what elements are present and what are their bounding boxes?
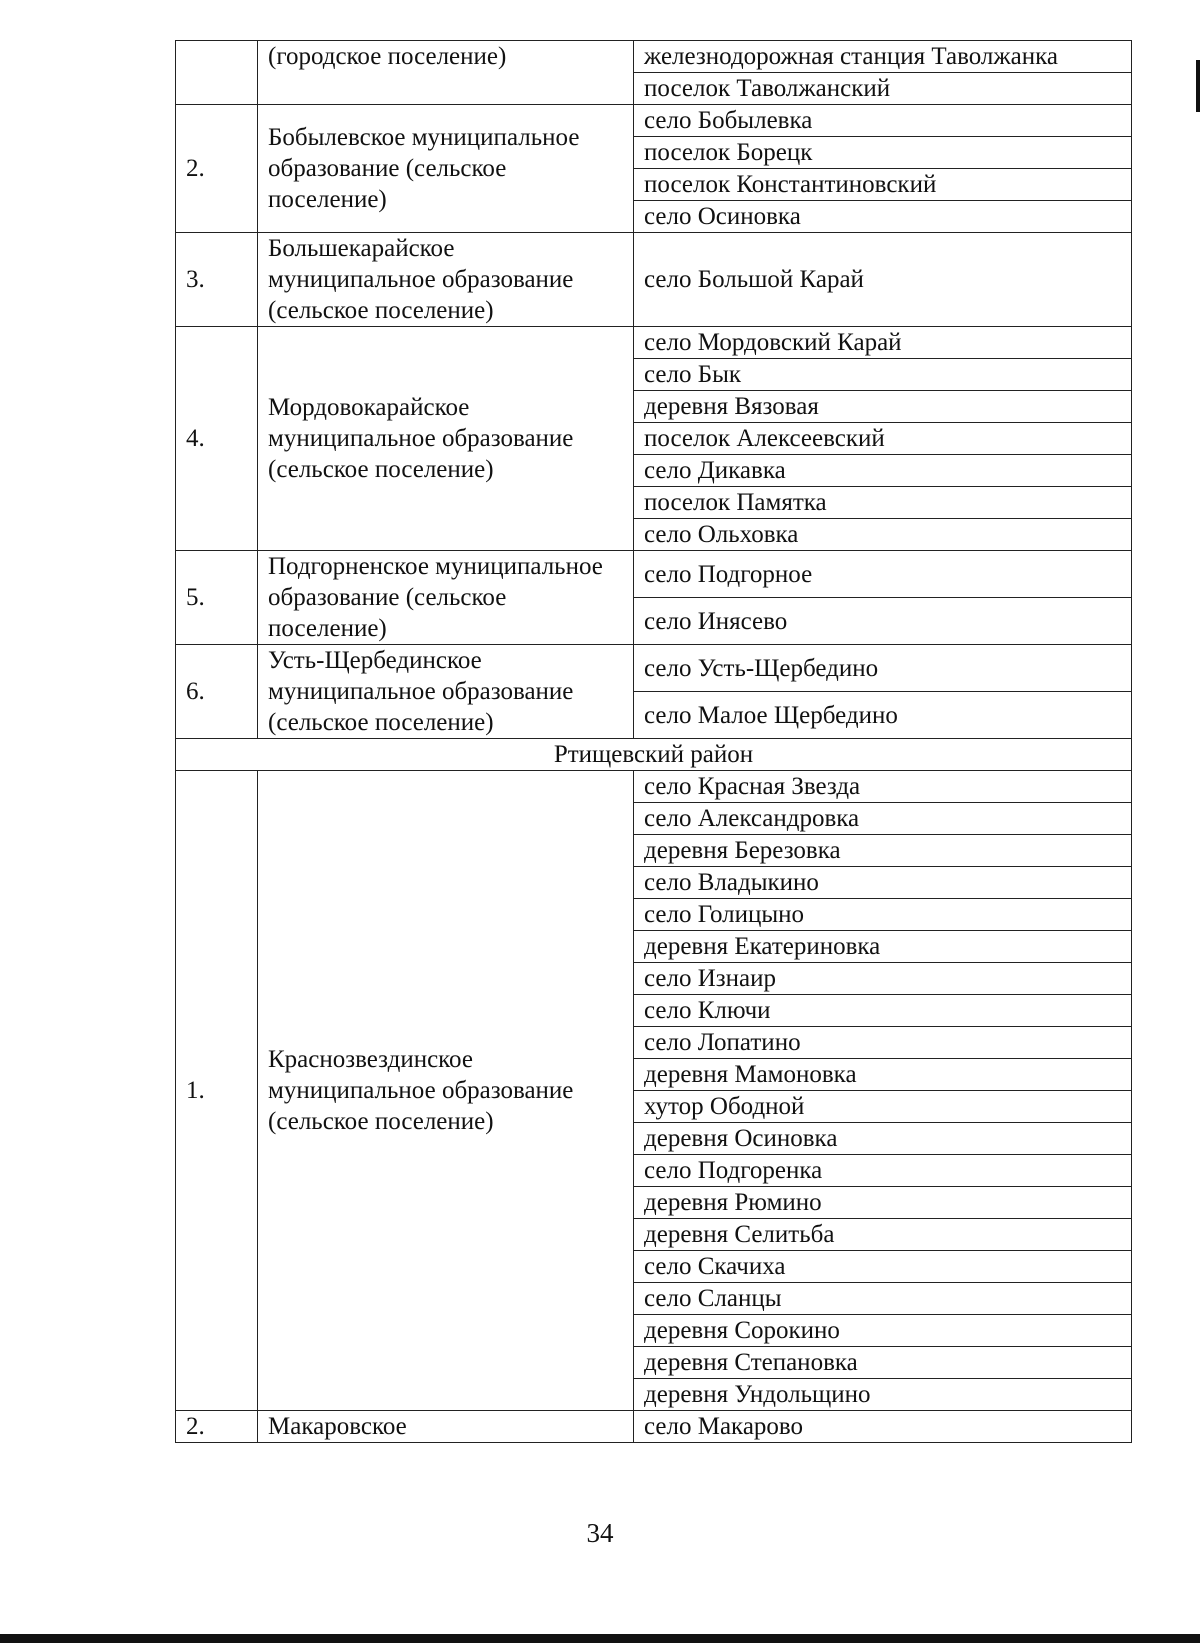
scan-bottom-bar [0, 1634, 1200, 1643]
settlement-name: деревня Сорокино [634, 1315, 1132, 1347]
municipality-name: Усть-Щербединское муниципальное образование (сельское поселение) [258, 645, 634, 739]
settlement-name: деревня Вязовая [634, 391, 1132, 423]
municipality-name: Бобылевское муниципальное образование (сельское поселение) [258, 105, 634, 233]
settlement-name: село Подгоренка [634, 1155, 1132, 1187]
settlement-name: железнодорожная станция Таволжанка [634, 41, 1132, 73]
table-row [176, 105, 1132, 137]
row-number [176, 41, 258, 105]
settlements-table-body [176, 41, 1132, 1443]
settlement-name: село Ключи [634, 995, 1132, 1027]
settlement-name: село Ольховка [634, 519, 1132, 551]
municipality-name: Подгорненское муниципальное образование (сельское поселение) [258, 551, 634, 645]
settlement-name: село Бык [634, 359, 1132, 391]
settlement-name: поселок Таволжанский [634, 73, 1132, 105]
row-number: 6. [176, 645, 258, 739]
settlement-name: поселок Алексеевский [634, 423, 1132, 455]
municipality-name: Мордовокарайское муниципальное образование (сельское поселение) [258, 327, 634, 551]
settlement-name: село Инясево [634, 598, 1132, 645]
settlement-name: село Малое Щербедино [634, 692, 1132, 739]
row-number: 2. [176, 1411, 258, 1443]
settlements-table [175, 40, 1132, 1443]
settlement-name: село Лопатино [634, 1027, 1132, 1059]
row-number: 3. [176, 233, 258, 327]
municipality-name: (городское поселение) [258, 41, 634, 105]
settlement-name: село Бобылевка [634, 105, 1132, 137]
municipality-name: Краснозвездинское муниципальное образование (сельское поселение) [258, 771, 634, 1411]
table-row [176, 1411, 1132, 1443]
settlement-name: село Владыкино [634, 867, 1132, 899]
settlement-name: поселок Памятка [634, 487, 1132, 519]
table-row [176, 327, 1132, 359]
district-header-row [176, 739, 1132, 771]
settlement-name: село Макарово [634, 1411, 1132, 1443]
settlement-name: деревня Степановка [634, 1347, 1132, 1379]
settlement-name: деревня Рюмино [634, 1187, 1132, 1219]
row-number: 5. [176, 551, 258, 645]
settlement-name: деревня Селитьба [634, 1219, 1132, 1251]
settlement-name: село Большой Карай [634, 233, 1132, 327]
table-row [176, 551, 1132, 598]
settlement-name: село Красная Звезда [634, 771, 1132, 803]
page-number: 34 [586, 1518, 614, 1548]
settlement-name: деревня Осиновка [634, 1123, 1132, 1155]
settlement-name: село Изнаир [634, 963, 1132, 995]
settlement-name: село Мордовский Карай [634, 327, 1132, 359]
scan-edge-mark [1196, 60, 1200, 112]
row-number: 4. [176, 327, 258, 551]
settlement-name: село Голицыно [634, 899, 1132, 931]
settlement-name: село Осиновка [634, 201, 1132, 233]
table-row [176, 771, 1132, 803]
settlement-name: деревня Мамоновка [634, 1059, 1132, 1091]
table-row [176, 41, 1132, 73]
municipality-name: Макаровское [258, 1411, 634, 1443]
settlement-name: село Сланцы [634, 1283, 1132, 1315]
settlement-name: село Дикавка [634, 455, 1132, 487]
table-row [176, 645, 1132, 692]
settlement-name: деревня Ундольщино [634, 1379, 1132, 1411]
settlement-name: село Скачиха [634, 1251, 1132, 1283]
settlement-name: поселок Борецк [634, 137, 1132, 169]
table-row [176, 233, 1132, 327]
district-name: Ртищевский район [176, 739, 1132, 771]
settlement-name: село Усть-Щербедино [634, 645, 1132, 692]
settlement-name: село Александровка [634, 803, 1132, 835]
settlement-name: хутор Ободной [634, 1091, 1132, 1123]
row-number: 1. [176, 771, 258, 1411]
settlement-name: село Подгорное [634, 551, 1132, 598]
row-number: 2. [176, 105, 258, 233]
settlement-name: поселок Константиновский [634, 169, 1132, 201]
settlement-name: деревня Екатериновка [634, 931, 1132, 963]
municipality-name: Большекарайское муниципальное образование (сельское поселение) [258, 233, 634, 327]
settlement-name: деревня Березовка [634, 835, 1132, 867]
